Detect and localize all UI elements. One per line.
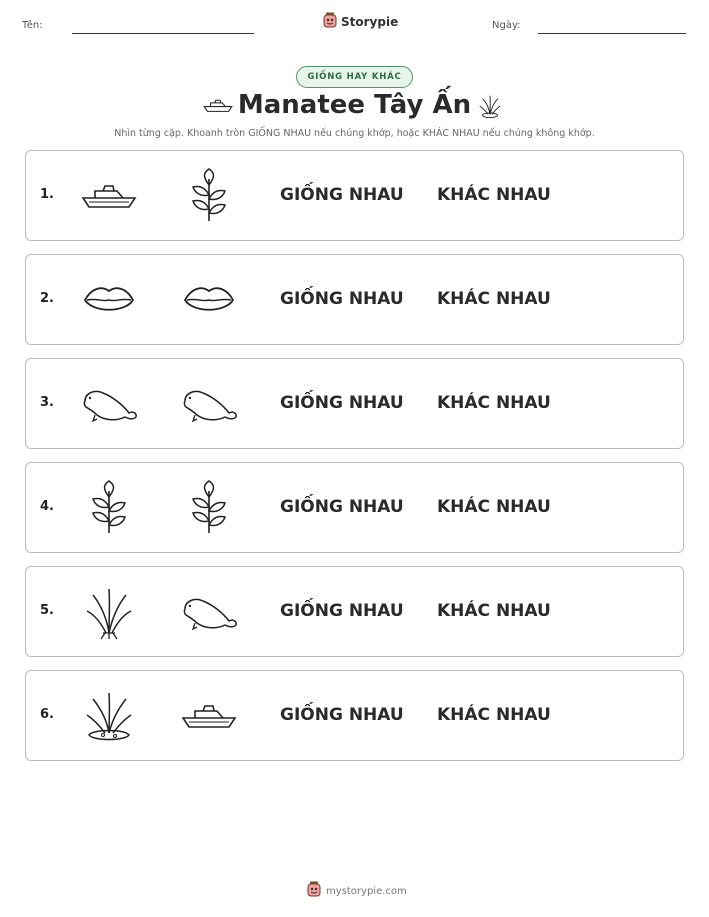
pair-row xyxy=(25,358,684,449)
option-same[interactable]: GIỐNG NHAU xyxy=(280,289,404,309)
option-different[interactable]: KHÁC NHAU xyxy=(437,705,551,725)
instructions: Nhìn từng cặp. Khoanh tròn GIỐNG NHAU nếu chúng khớp, hoặc KHÁC NHAU nếu chúng không khớp. xyxy=(114,128,595,139)
row-number: 6. xyxy=(40,707,54,722)
option-different[interactable]: KHÁC NHAU xyxy=(437,601,551,621)
storypie-mascot-icon xyxy=(323,12,337,32)
storypie-mascot-icon xyxy=(307,881,321,901)
boat-icon xyxy=(179,687,239,745)
worksheet-type-badge: GIỐNG HAY KHÁC xyxy=(296,66,413,88)
manatee-icon xyxy=(79,375,139,433)
option-same[interactable]: GIỐNG NHAU xyxy=(280,185,404,205)
seagrass-island-icon xyxy=(79,687,139,745)
leaf-sprig-icon xyxy=(179,479,239,537)
pair-row xyxy=(25,150,684,241)
date-label: Ngày: xyxy=(492,20,521,31)
leaf-sprig-icon xyxy=(179,167,239,225)
option-same[interactable]: GIỐNG NHAU xyxy=(280,705,404,725)
pair-row xyxy=(25,566,684,657)
boat-icon xyxy=(79,167,139,225)
brand-name: Storypie xyxy=(341,15,399,29)
option-different[interactable]: KHÁC NHAU xyxy=(437,289,551,309)
option-same[interactable]: GIỐNG NHAU xyxy=(280,497,404,517)
name-label: Tên: xyxy=(22,20,43,31)
lips-icon xyxy=(79,271,139,329)
footer xyxy=(307,881,407,901)
brand-logo xyxy=(323,12,398,32)
seagrass-icon xyxy=(79,583,139,641)
pair-row xyxy=(25,462,684,553)
page-title: Manatee Tây Ấn xyxy=(237,90,472,120)
manatee-icon xyxy=(179,375,239,433)
lips-icon xyxy=(179,271,239,329)
option-same[interactable]: GIỐNG NHAU xyxy=(280,601,404,621)
footer-url[interactable]: mystorypie.com xyxy=(326,885,407,897)
manatee-icon xyxy=(179,583,239,641)
row-number: 1. xyxy=(40,187,54,202)
pair-row xyxy=(25,254,684,345)
pair-row xyxy=(25,670,684,761)
option-different[interactable]: KHÁC NHAU xyxy=(437,497,551,517)
leaf-sprig-icon xyxy=(79,479,139,537)
option-different[interactable]: KHÁC NHAU xyxy=(437,393,551,413)
option-different[interactable]: KHÁC NHAU xyxy=(437,185,551,205)
name-line[interactable] xyxy=(72,33,254,34)
row-number: 4. xyxy=(40,499,54,514)
option-same[interactable]: GIỐNG NHAU xyxy=(280,393,404,413)
row-number: 5. xyxy=(40,603,54,618)
date-line[interactable] xyxy=(538,33,686,34)
seagrass-icon xyxy=(476,92,504,124)
row-number: 2. xyxy=(40,291,54,306)
row-number: 3. xyxy=(40,395,54,410)
